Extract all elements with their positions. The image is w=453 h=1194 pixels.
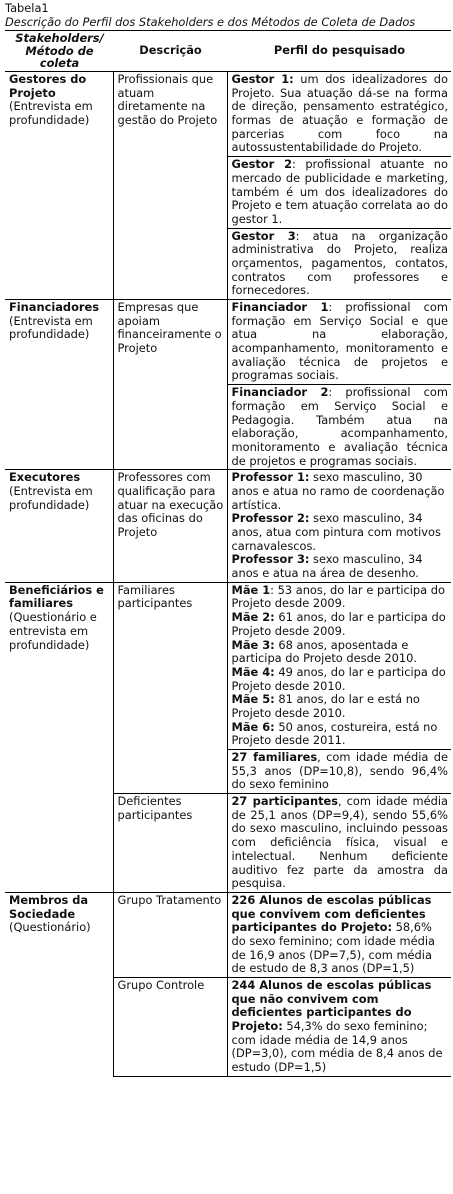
profile-label: Professor 2: (231, 511, 310, 526)
stakeholder-name: Membros da Sociedade (9, 892, 89, 921)
stakeholder-name: Executores (9, 470, 81, 485)
stakeholder-cell (5, 582, 113, 892)
profile-label: 244 Alunos de escolas públicas que não convivem com deficientes participantes do Projeto: (231, 978, 432, 1034)
profile-cell (227, 385, 451, 470)
description-cell: Professores com qualificação para atuar na execução das oficinas do Projeto (113, 470, 227, 583)
collection-method: (Entrevista em profundidade) (9, 99, 93, 128)
stakeholder-cell (5, 892, 113, 1076)
profile-label: Mãe 4: (231, 664, 275, 679)
table-label: Tabela1 (5, 1, 49, 15)
profile-cell (227, 470, 451, 583)
profile-text: sexo masculino, 34 anos e atua na área de desenho. (231, 552, 423, 581)
table-row (5, 72, 451, 157)
profile-entry (232, 666, 449, 693)
profile-label: Professor 1: (231, 470, 310, 485)
profile-label: Mãe 2: (231, 610, 275, 625)
profile-label: Gestor 1: (231, 72, 294, 87)
profile-entry (232, 512, 449, 553)
table-row (5, 300, 451, 385)
profile-cell (227, 978, 451, 1077)
profile-text: : profissional com formação em Serviço Social e que atua na elaboração, acompanhamento, monitoramento e avaliação técnica de projetos e programas sociais. (231, 300, 448, 383)
profile-text: : profissional com formação em Serviço Social e Pedagogia. Também atua na elaboração, acompanhamento, monitoramento e avaliação técnica de projetos e programas sociais. (231, 385, 448, 468)
profile-label: Mãe 1 (231, 582, 271, 597)
profile-label: Gestor 2 (231, 157, 292, 172)
profile-label: 27 familiares (231, 750, 318, 765)
profile-label: Mãe 6: (231, 719, 275, 734)
stakeholder-cell (5, 300, 113, 470)
profile-text: 58,6% do sexo feminino; com idade média de 16,9 anos (DP=7,5), com média de estudo de 8,3 anos (DP=1,5) (231, 920, 436, 976)
header-stakeholders: Stakeholders/ Método de coleta (5, 31, 113, 72)
profile-text: 81 anos, do lar e está no Projeto desde 2010. (231, 692, 420, 720)
table-row (5, 470, 451, 583)
profile-text: , com idade média de 55,3 anos (DP=10,8), sendo 96,4% do sexo feminino (231, 750, 449, 792)
profile-entry (232, 584, 449, 611)
profile-entry (232, 471, 449, 512)
header-row (5, 31, 451, 72)
profile-label: Mãe 3: (231, 637, 275, 652)
header-descricao: Descrição (113, 31, 227, 72)
description-cell: Grupo Tratamento (113, 892, 227, 977)
stakeholder-name: Beneficiários e familiares (9, 582, 104, 611)
profile-text: um dos idealizadores do Projeto. Sua atuação dá-se na forma de direção, pensamento estratégico, formas de atuação e formação de parcerias com foco na autossustentabilidade do Projeto. (231, 72, 448, 155)
profile-text: : 53 anos, do lar e participa do Projeto desde 2009. (231, 582, 445, 611)
description-cell: Familiares participantes (113, 582, 227, 793)
profile-entry (232, 639, 449, 666)
collection-method: (Entrevista em profundidade) (9, 313, 93, 342)
header-perfil: Perfil do pesquisado (227, 31, 451, 72)
collection-method: (Questionário e entrevista em profundidade) (9, 610, 97, 652)
profile-cell (227, 892, 451, 977)
profile-label: 27 participantes (231, 794, 339, 809)
profile-text: 50 anos, costureira, está no Projeto desde 2011. (231, 719, 438, 748)
profile-cell (227, 228, 451, 299)
description-cell: Empresas que apoiam financeiramente o Projeto (113, 300, 227, 470)
description-cell: Profissionais que atuam diretamente na gestão do Projeto (113, 72, 227, 300)
profile-text: 68 anos, aposentada e participa do Projeto desde 2010. (231, 637, 418, 666)
table-row (5, 892, 451, 977)
profile-label: Mãe 5: (231, 692, 275, 707)
profile-cell (227, 157, 451, 228)
profile-label: Financiador 1 (231, 300, 329, 315)
collection-method: (Entrevista em profundidade) (9, 483, 93, 512)
stakeholder-name: Financiadores (9, 300, 100, 315)
profile-text: 49 anos, do lar e participa do Projeto desde 2010. (231, 664, 446, 693)
profile-entry (232, 553, 449, 580)
profile-cell (227, 72, 451, 157)
profile-text: 61 anos, do lar e participa do Projeto desde 2009. (231, 610, 446, 638)
profile-text: sexo masculino, 30 anos e atua no ramo de coordenação artística. (231, 470, 445, 512)
profile-cell (227, 582, 451, 749)
profile-text: 54,3% do sexo feminino; com idade média de 14,9 anos (DP=3,0), com média de 8,4 anos de estudo (DP=1,5) (231, 1019, 443, 1075)
table-title: Descrição do Perfil dos Stakeholders e dos Métodos de Coleta de Dados (5, 14, 416, 29)
profile-label: Gestor 3 (231, 228, 296, 243)
description-cell: Deficientes participantes (113, 794, 227, 893)
profile-entry (232, 721, 449, 748)
collection-method: (Questionário) (9, 920, 91, 935)
profile-cell (227, 794, 451, 893)
profile-text: : atua na organização administrativa do Projeto, realiza orçamentos, pagamentos, contatos, contratos com professores e fornecedores. (231, 228, 449, 298)
profile-text: : profissional atuante no mercado de publicidade e marketing, também é um dos idealizadores do Projeto e tem atuação correlata ao do gestor 1. (231, 157, 448, 226)
stakeholder-name: Gestores do Projeto (9, 72, 87, 100)
table-row (5, 582, 451, 749)
profile-label: Financiador 2 (231, 385, 329, 400)
profile-text: , com idade média de 25,1 anos (DP=9,4), sendo 55,6% do sexo masculino, incluindo pessoas com deficiência física, visual e intelectual. Nenhum deficiente auditivo fez parte da amostra da pesquisa. (231, 794, 449, 891)
stakeholder-cell (5, 470, 113, 583)
profile-entry (232, 693, 449, 720)
description-cell: Grupo Controle (113, 978, 227, 1077)
profile-cell (227, 750, 451, 794)
profile-label: 226 Alunos de escolas públicas que convivem com deficientes participantes do Projeto: (231, 892, 432, 935)
stakeholders-table (5, 30, 451, 1076)
profile-entry (232, 611, 449, 638)
stakeholder-cell (5, 72, 113, 300)
profile-label: Professor 3: (231, 552, 310, 567)
profile-cell (227, 300, 451, 385)
profile-text: sexo masculino, 34 anos, atua com pintura com motivos carnavalescos. (231, 511, 441, 553)
